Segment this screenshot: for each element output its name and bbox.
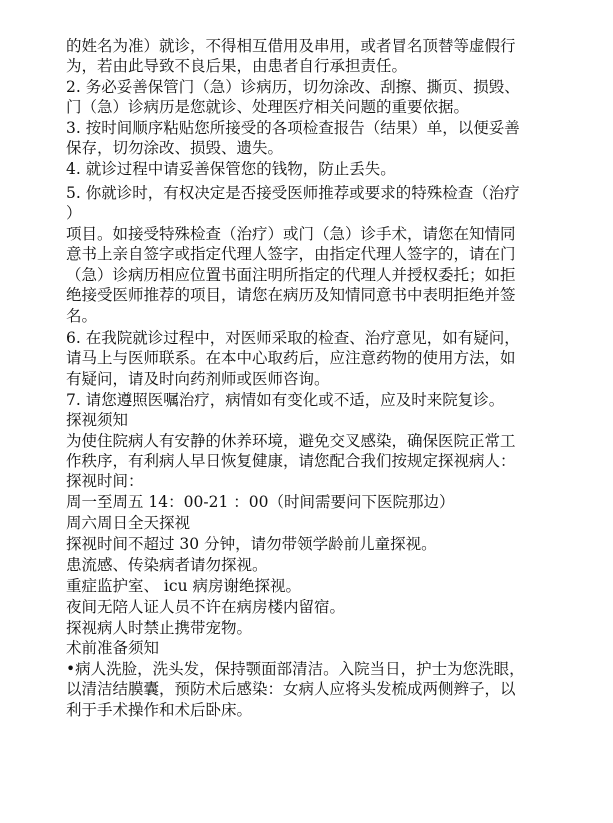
text-line: ） <box>66 204 82 222</box>
text-line: 为，若由此导致不良后果，由患者自行承担责任。 <box>66 57 408 75</box>
text-line: 保存，切勿涂改、损毁、遗失。 <box>66 139 284 157</box>
text-line: •病人洗脸，洗头发，保持颚面部清洁。入院当日，护士为您洗眼， <box>66 660 525 678</box>
text-line: 名。 <box>66 307 98 325</box>
text-line: 周六周日全天探视 <box>66 514 191 532</box>
text-line: 探视病人时禁止携带宠物。 <box>66 619 253 637</box>
text-line: 利于手术操作和术后卧床。 <box>66 701 253 719</box>
text-line: 有疑问，请及时向药剂师或医师咨询。 <box>66 370 330 388</box>
text-line: 的姓名为准）就诊，不得相互借用及串用，或者冒名顶替等虚假行 <box>66 37 516 55</box>
text-line: 4. 就诊过程中请妥善保管您的钱物，防止丢失。 <box>66 160 396 178</box>
text-line: 门（急）诊病历是您就诊、处理医疗相关问题的重要依据。 <box>66 98 470 116</box>
text-line: 为使住院病人有安静的休养环境，避免交叉感染，确保医院正常工 <box>66 432 516 450</box>
text-line: 7. 请您遵照医嘱治疗，病情如有变化或不适，应及时来院复诊。 <box>66 391 505 409</box>
text-line: 5. 你就诊时，有权决定是否接受医师推荐或要求的特殊检查（治疗 <box>66 184 520 202</box>
text-line: 3. 按时间顺序粘贴您所接受的各项检查报告（结果）单，以便妥善 <box>66 119 520 137</box>
text-line: 患流感、传染病者请勿探视。 <box>66 556 268 574</box>
text-line: 以清洁结膜囊，预防术后感染：女病人应将头发梳成两侧辫子，以 <box>66 680 516 698</box>
text-line: 探视时间： <box>66 472 144 490</box>
text-line: 作秩序，有利病人早日恢复健康，请您配合我们按规定探视病人： <box>66 452 516 470</box>
text-line: 6. 在我院就诊过程中，对医师采取的检查、治疗意见，如有疑问， <box>66 329 520 347</box>
text-line: 夜间无陪人证人员不许在病房楼内留宿。 <box>66 598 346 616</box>
text-line: 项目。如接受特殊检查（治疗）或门（急）诊手术，请您在知情同 <box>66 225 516 243</box>
text-line: 周一至周五 14：00-21 ：00（时间需要问下医院那边） <box>66 493 455 511</box>
text-line: 意书上亲自签字或指定代理人签字，由指定代理人签字的，请在门 <box>66 245 516 263</box>
text-line: 探视时间不超过 30 分钟，请勿带领学龄前儿童探视。 <box>66 535 437 553</box>
section-heading: 术前准备须知 <box>66 639 160 657</box>
section-heading: 探视须知 <box>66 411 129 429</box>
text-line: 2. 务必妥善保管门（急）诊病历，切勿涂改、刮擦、撕页、损毁、 <box>66 78 520 96</box>
text-line: 重症监护室、 icu 病房谢绝探视。 <box>66 577 301 595</box>
text-line: 绝接受医师推荐的项目，请您在病历及知情同意书中表明拒绝并签 <box>66 286 516 304</box>
text-line: 请马上与医师联系。在本中心取药后，应注意药物的使用方法，如 <box>66 349 516 367</box>
text-line: （急）诊病历相应位置书面注明所指定的代理人并授权委托；如拒 <box>66 266 516 284</box>
